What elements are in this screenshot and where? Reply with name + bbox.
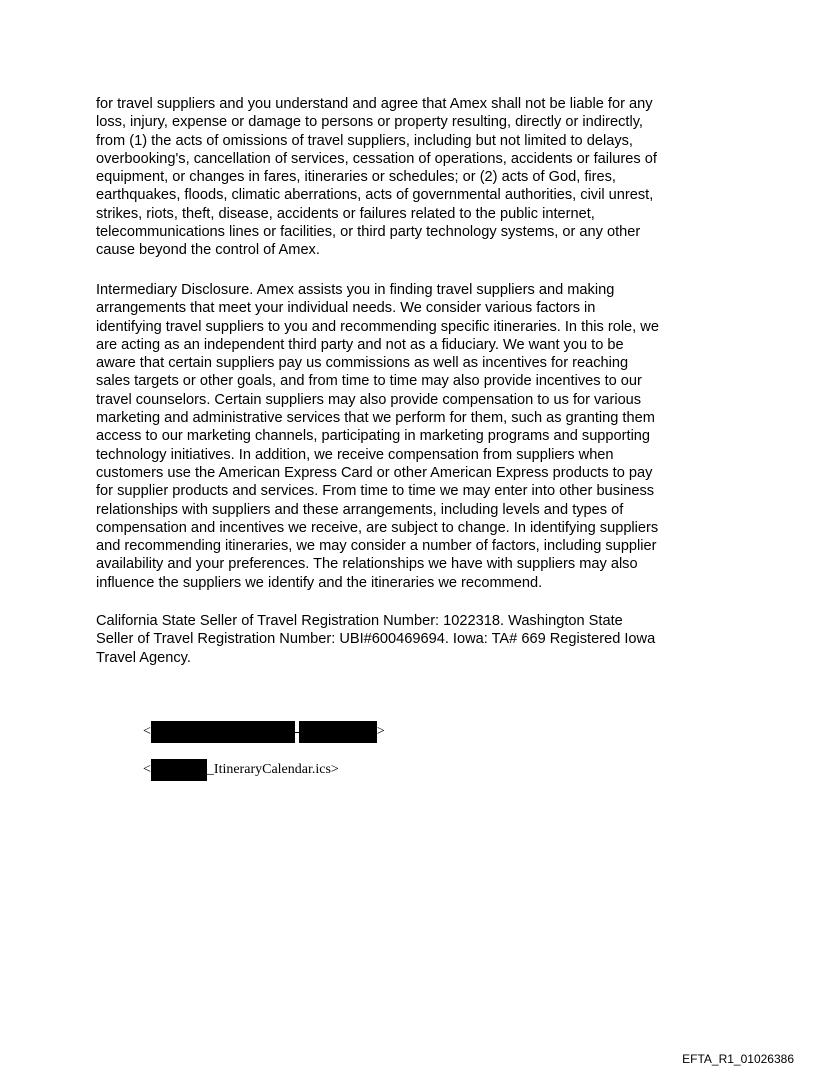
redaction-block bbox=[299, 721, 377, 743]
attachment-redacted[interactable] bbox=[143, 721, 385, 743]
intermediary-disclosure-paragraph: Intermediary Disclosure. Amex assists you in finding travel suppliers and making arrangements that meet your individual needs. We consider various factors in identifying travel suppliers to you and recommending specific itineraries. In this role, we are acting as an independent third party and not as a fiduciary. We want you to be aware that certain suppliers pay us commissions as well as incentives for reaching sales targets or other goals, and from time to time may also provide incentives to our travel counselors. Certain suppliers may also provide compensation to us for various marketing and administrative services that we perform for them, such as granting them access to our marketing channels, participating in marketing programs and supporting technology initiatives. In addition, we receive compensation from suppliers when customers use the American Express Card or other American Express products to pay for supplier products and services. From time to time we may enter into other business relationships with suppliers and these arrangements, including levels and types of compensation and incentives we receive, are subject to change. In identifying suppliers and recommending itineraries, we may consider a number of factors, including supplier availability and your preferences. The relationships we have with suppliers may also influence the suppliers we identify and the itineraries we recommend. bbox=[96, 282, 659, 591]
attachment-open-bracket: < bbox=[143, 724, 151, 740]
attachment-itinerary-calendar[interactable] bbox=[143, 759, 339, 781]
attachment-close-bracket: > bbox=[376, 724, 385, 740]
redaction-block bbox=[151, 759, 207, 781]
attachment-filename: _ItineraryCalendar.ics> bbox=[206, 762, 339, 778]
registration-paragraph: California State Seller of Travel Registration Number: 1022318. Washington State Seller of Travel Registration Number: UBI#600469694. Iowa: TA# 669 Registered Iowa Travel Agency. bbox=[96, 613, 656, 666]
attachment-open-bracket: < bbox=[143, 762, 151, 778]
document-id: EFTA_R1_01026386 bbox=[682, 1052, 794, 1066]
liability-paragraph: for travel suppliers and you understand and agree that Amex shall not be liable for any loss, injury, expense or damage to persons or property resulting, directly or indirectly, from (1) the acts of omissions of travel suppliers, including but not limited to delays, overbooking's, cancellation of services, cessation of operations, accidents or failures of equipment, or changes in fares, itineraries or schedules; or (2) acts of God, fires, earthquakes, floods, climatic aberrations, acts of governmental authorities, civil unrest, strikes, riots, theft, disease, accidents or failures related to the public internet, telecommunications lines or facilities, or third party technology systems, or any other cause beyond the control of Amex. bbox=[96, 96, 657, 259]
redaction-block bbox=[151, 721, 295, 743]
